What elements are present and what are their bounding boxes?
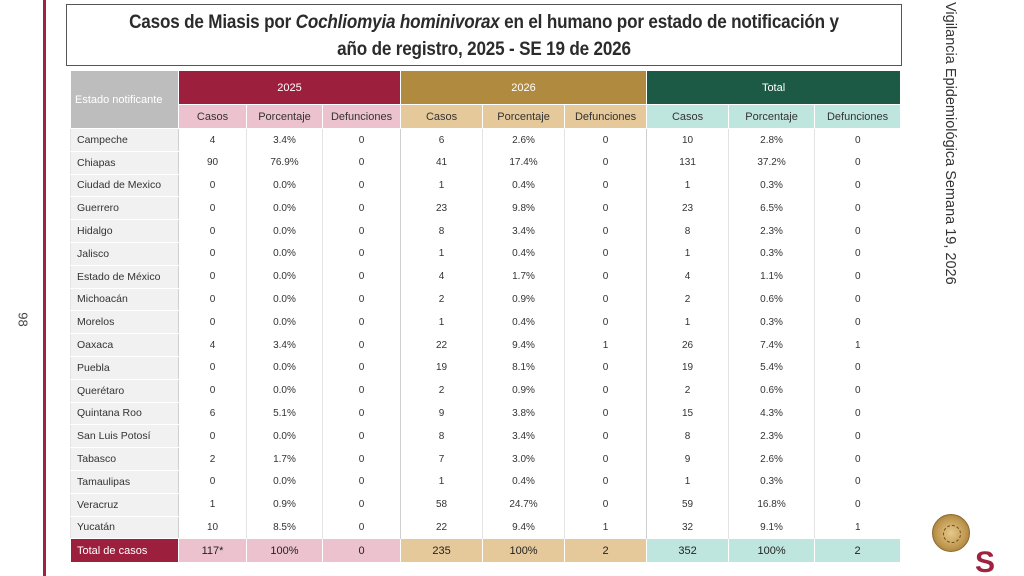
table-cell: 0.0%: [247, 242, 323, 265]
table-cell: 0: [323, 265, 401, 288]
table-cell: 0.0%: [247, 379, 323, 402]
table-cell: 0: [815, 493, 901, 516]
table-cell: 1: [401, 470, 483, 493]
title-line-1: Casos de Miasis por Cochliomyia hominivorax en el humano por estado de notificación y: [129, 12, 839, 33]
table-cell: 2.3%: [729, 220, 815, 243]
table-cell: 2: [647, 379, 729, 402]
table-cell: 1.7%: [483, 265, 565, 288]
table-cell: 0: [565, 197, 647, 220]
table-cell: 0.0%: [247, 288, 323, 311]
table-cell: 1: [401, 174, 483, 197]
table-cell: 22: [401, 334, 483, 357]
table-cell: 0: [179, 174, 247, 197]
table-cell: 5.4%: [729, 356, 815, 379]
state-name: Estado de México: [71, 265, 179, 288]
table-cell: 0: [815, 470, 901, 493]
table-row: [71, 425, 901, 448]
col-header-defunciones: Defunciones: [815, 105, 901, 129]
page-number: 98: [15, 312, 31, 327]
table-cell: 0.6%: [729, 379, 815, 402]
table-cell: 0: [179, 311, 247, 334]
table-cell: 0.0%: [247, 356, 323, 379]
col-header-defunciones: Defunciones: [323, 105, 401, 129]
col-header-porcentaje: Porcentaje: [247, 105, 323, 129]
table-cell: 0: [323, 448, 401, 471]
table-cell: 0: [565, 129, 647, 152]
total-label: Total de casos: [71, 539, 179, 563]
col-header-defunciones: Defunciones: [565, 105, 647, 129]
table-cell: 0: [815, 402, 901, 425]
table-cell: 59: [647, 493, 729, 516]
table-cell: 0: [565, 448, 647, 471]
table-cell: 22: [401, 516, 483, 539]
table-cell: 2: [179, 448, 247, 471]
table-cell: 0: [815, 174, 901, 197]
table-cell: 0.3%: [729, 242, 815, 265]
table-cell: 1: [647, 242, 729, 265]
table-cell: 2.6%: [729, 448, 815, 471]
table-cell: 0.9%: [247, 493, 323, 516]
table-cell: 131: [647, 151, 729, 174]
table-cell: 0: [323, 425, 401, 448]
total-cell: 235: [401, 539, 483, 563]
group-header-2025: 2025: [179, 71, 401, 105]
table-row: [71, 379, 901, 402]
table-cell: 4: [647, 265, 729, 288]
table-cell: 0.0%: [247, 197, 323, 220]
table-cell: 0: [815, 242, 901, 265]
table-cell: 0.0%: [247, 470, 323, 493]
state-name: Hidalgo: [71, 220, 179, 243]
state-name: Quintana Roo: [71, 402, 179, 425]
table-cell: 17.4%: [483, 151, 565, 174]
state-name: Michoacán: [71, 288, 179, 311]
table-cell: 0: [323, 174, 401, 197]
table-cell: 0: [323, 197, 401, 220]
side-caption: Vigilancia Epidemiológica Semana 19, 2026: [942, 2, 958, 285]
table-cell: 9.1%: [729, 516, 815, 539]
table-cell: 0: [323, 470, 401, 493]
table-cell: 32: [647, 516, 729, 539]
table-cell: 1: [401, 242, 483, 265]
state-name: Campeche: [71, 129, 179, 152]
table-cell: 1: [565, 516, 647, 539]
table-cell: 1: [565, 334, 647, 357]
table-row: [71, 516, 901, 539]
table-row: [71, 197, 901, 220]
table-row: [71, 220, 901, 243]
state-name: Jalisco: [71, 242, 179, 265]
total-cell: 100%: [483, 539, 565, 563]
state-name: Chiapas: [71, 151, 179, 174]
table-cell: 58: [401, 493, 483, 516]
total-cell: 100%: [247, 539, 323, 563]
table-cell: 0.0%: [247, 425, 323, 448]
table-cell: 0.0%: [247, 220, 323, 243]
table-row: [71, 334, 901, 357]
table-cell: 41: [401, 151, 483, 174]
table-cell: 0: [565, 425, 647, 448]
table-cell: 4: [401, 265, 483, 288]
table-cell: 0.3%: [729, 311, 815, 334]
table-cell: 0: [565, 402, 647, 425]
table-cell: 0: [565, 356, 647, 379]
secretaria-logo: S: [975, 546, 996, 576]
table-cell: 0: [565, 493, 647, 516]
table-cell: 0: [323, 288, 401, 311]
table-cell: 0: [565, 311, 647, 334]
table-cell: 0.9%: [483, 288, 565, 311]
table-cell: 24.7%: [483, 493, 565, 516]
state-name: Guerrero: [71, 197, 179, 220]
table-cell: 1: [401, 311, 483, 334]
state-name: Puebla: [71, 356, 179, 379]
table-cell: 0: [179, 470, 247, 493]
table-cell: 0.0%: [247, 174, 323, 197]
table-cell: 10: [179, 516, 247, 539]
col-header-casos: Casos: [179, 105, 247, 129]
table-cell: 2: [647, 288, 729, 311]
table-cell: 16.8%: [729, 493, 815, 516]
table-cell: 0.6%: [729, 288, 815, 311]
col-header-porcentaje: Porcentaje: [729, 105, 815, 129]
table-cell: 1: [815, 516, 901, 539]
table-cell: 0: [815, 129, 901, 152]
table-cell: 0: [565, 379, 647, 402]
table-cell: 0: [565, 265, 647, 288]
table-cell: 1.1%: [729, 265, 815, 288]
state-name: Tamaulipas: [71, 470, 179, 493]
report-sheet: [66, 4, 902, 576]
table-cell: 76.9%: [247, 151, 323, 174]
table-cell: 0: [179, 220, 247, 243]
table-cell: 9: [647, 448, 729, 471]
total-cell: 0: [323, 539, 401, 563]
table-cell: 0: [323, 151, 401, 174]
table-cell: 23: [647, 197, 729, 220]
table-row: [71, 402, 901, 425]
table-cell: 0: [815, 151, 901, 174]
state-name: San Luis Potosí: [71, 425, 179, 448]
table-cell: 0.4%: [483, 174, 565, 197]
left-accent-bar: [43, 0, 46, 576]
table-cell: 0: [565, 242, 647, 265]
table-cell: 0: [179, 356, 247, 379]
table-row: [71, 493, 901, 516]
col-header-porcentaje: Porcentaje: [483, 105, 565, 129]
table-cell: 0: [815, 356, 901, 379]
table-cell: 8: [401, 425, 483, 448]
table-cell: 6.5%: [729, 197, 815, 220]
table-row: [71, 174, 901, 197]
total-cell: 2: [815, 539, 901, 563]
table-cell: 6: [179, 402, 247, 425]
table-cell: 0: [815, 379, 901, 402]
col-header-casos: Casos: [647, 105, 729, 129]
table-cell: 0.4%: [483, 470, 565, 493]
state-name: Tabasco: [71, 448, 179, 471]
table-cell: 2.6%: [483, 129, 565, 152]
table-cell: 2: [401, 379, 483, 402]
table-cell: 0: [323, 356, 401, 379]
table-cell: 1: [815, 334, 901, 357]
table-cell: 6: [401, 129, 483, 152]
table-cell: 0: [323, 129, 401, 152]
table-title: [66, 4, 902, 66]
table-cell: 1: [179, 493, 247, 516]
state-name: Morelos: [71, 311, 179, 334]
table-cell: 0: [565, 288, 647, 311]
table-cell: 0: [565, 220, 647, 243]
total-row: [71, 539, 901, 563]
table-cell: 4: [179, 129, 247, 152]
state-name: Veracruz: [71, 493, 179, 516]
state-name: Ciudad de Mexico: [71, 174, 179, 197]
table-cell: 7: [401, 448, 483, 471]
table-cell: 2.3%: [729, 425, 815, 448]
table-cell: 90: [179, 151, 247, 174]
total-cell: 2: [565, 539, 647, 563]
table-cell: 7.4%: [729, 334, 815, 357]
table-row: [71, 151, 901, 174]
table-cell: 2: [401, 288, 483, 311]
table-row: [71, 288, 901, 311]
table-cell: 37.2%: [729, 151, 815, 174]
table-cell: 9.4%: [483, 334, 565, 357]
table-cell: 0.3%: [729, 470, 815, 493]
table-cell: 1: [647, 311, 729, 334]
table-cell: 0: [179, 242, 247, 265]
state-header: Estado notificante: [71, 71, 179, 129]
table-cell: 0: [815, 288, 901, 311]
table-cell: 5.1%: [247, 402, 323, 425]
table-row: [71, 129, 901, 152]
table-row: [71, 242, 901, 265]
table-cell: 0: [815, 311, 901, 334]
table-cell: 0: [179, 425, 247, 448]
table-cell: 3.4%: [483, 425, 565, 448]
table-cell: 9.8%: [483, 197, 565, 220]
table-cell: 3.4%: [247, 334, 323, 357]
table-cell: 0.0%: [247, 311, 323, 334]
total-cell: 100%: [729, 539, 815, 563]
title-line-2: año de registro, 2025 - SE 19 de 2026: [337, 39, 631, 60]
table-cell: 0.3%: [729, 174, 815, 197]
table-cell: 23: [401, 197, 483, 220]
state-name: Yucatán: [71, 516, 179, 539]
table-body: [71, 129, 901, 539]
table-cell: 0: [323, 220, 401, 243]
table-cell: 2.8%: [729, 129, 815, 152]
table-cell: 8: [647, 220, 729, 243]
table-cell: 9.4%: [483, 516, 565, 539]
state-name: Oaxaca: [71, 334, 179, 357]
table-cell: 0: [179, 288, 247, 311]
total-cell: 352: [647, 539, 729, 563]
cases-table: [70, 70, 901, 563]
table-cell: 1.7%: [247, 448, 323, 471]
state-name: Querétaro: [71, 379, 179, 402]
table-cell: 3.8%: [483, 402, 565, 425]
table-cell: 0.9%: [483, 379, 565, 402]
table-cell: 0: [565, 470, 647, 493]
table-cell: 3.0%: [483, 448, 565, 471]
table-cell: 0: [323, 242, 401, 265]
table-cell: 3.4%: [247, 129, 323, 152]
table-cell: 8: [401, 220, 483, 243]
group-header-total: Total: [647, 71, 901, 105]
table-row: [71, 265, 901, 288]
table-cell: 0.0%: [247, 265, 323, 288]
national-seal-icon: [932, 514, 970, 552]
table-cell: 0: [179, 379, 247, 402]
table-cell: 1: [647, 470, 729, 493]
col-header-casos: Casos: [401, 105, 483, 129]
table-cell: 0: [323, 493, 401, 516]
table-cell: 0: [815, 197, 901, 220]
table-cell: 0: [815, 220, 901, 243]
table-cell: 19: [401, 356, 483, 379]
table-cell: 8.5%: [247, 516, 323, 539]
table-row: [71, 356, 901, 379]
table-cell: 10: [647, 129, 729, 152]
group-header-2026: 2026: [401, 71, 647, 105]
table-cell: 0: [323, 402, 401, 425]
table-cell: 0: [323, 311, 401, 334]
table-cell: 26: [647, 334, 729, 357]
table-cell: 9: [401, 402, 483, 425]
table-row: [71, 448, 901, 471]
table-cell: 0: [323, 516, 401, 539]
total-cell: 117*: [179, 539, 247, 563]
table-cell: 0: [179, 265, 247, 288]
table-cell: 0: [565, 151, 647, 174]
table-cell: 1: [647, 174, 729, 197]
table-row: [71, 311, 901, 334]
table-cell: 0: [323, 379, 401, 402]
table-cell: 0: [815, 448, 901, 471]
table-cell: 0: [179, 197, 247, 220]
table-cell: 0: [815, 425, 901, 448]
table-cell: 0: [815, 265, 901, 288]
table-cell: 0.4%: [483, 242, 565, 265]
table-cell: 0.4%: [483, 311, 565, 334]
table-cell: 19: [647, 356, 729, 379]
table-cell: 0: [323, 334, 401, 357]
table-cell: 0: [565, 174, 647, 197]
table-cell: 15: [647, 402, 729, 425]
table-row: [71, 470, 901, 493]
table-cell: 3.4%: [483, 220, 565, 243]
table-cell: 4.3%: [729, 402, 815, 425]
table-cell: 4: [179, 334, 247, 357]
table-cell: 8: [647, 425, 729, 448]
table-cell: 8.1%: [483, 356, 565, 379]
